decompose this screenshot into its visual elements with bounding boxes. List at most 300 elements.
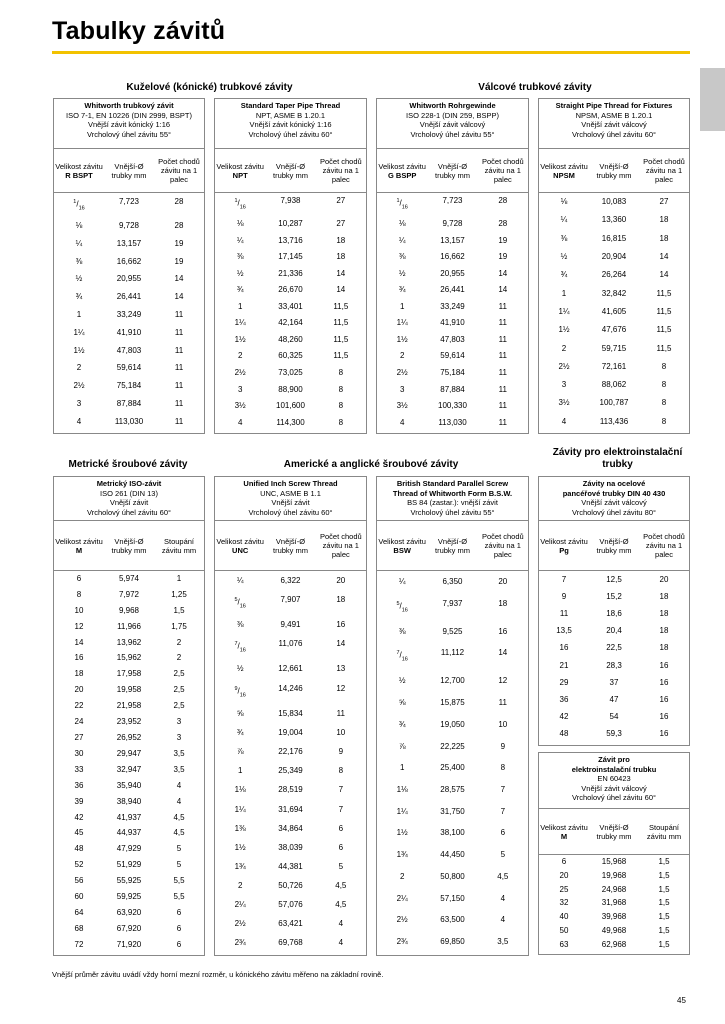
table-cell: 6,350: [442, 576, 463, 586]
column-headers: [54, 149, 204, 193]
table-cell: 28,3: [606, 660, 622, 670]
table-cell: 63,421: [278, 919, 303, 929]
table-cell: 4: [176, 796, 182, 806]
table-row: [377, 872, 528, 882]
table-cell: 45: [74, 828, 84, 838]
table-row: [54, 310, 204, 320]
table-row: [54, 292, 204, 302]
table-row: [215, 285, 366, 295]
column-header: [589, 809, 639, 854]
column-header: [589, 521, 639, 570]
table-cell: 12: [498, 676, 508, 686]
table-body: [539, 855, 689, 954]
table-header-line: Vrcholový úhel závitu 60°: [571, 129, 657, 139]
table-row: [215, 219, 366, 229]
table-cell: 4,5: [335, 900, 347, 910]
table-cell: 34,864: [278, 823, 303, 833]
table-row: [539, 289, 689, 299]
table-cell: 21,336: [278, 268, 303, 278]
table-cell: 16: [559, 643, 569, 653]
table-cell: 9,491: [280, 620, 301, 630]
table-cell: 59,925: [116, 892, 142, 902]
table-cell: 52: [74, 860, 84, 870]
table-cell: 22,225: [440, 741, 465, 751]
table-cell: 16,815: [601, 233, 627, 243]
table-cell: ½: [236, 664, 244, 674]
table-cell: 8: [500, 763, 506, 773]
table-cell: ⅜: [398, 252, 406, 262]
table-cell: 1: [76, 310, 82, 320]
table-cell: 13,716: [278, 235, 303, 245]
table-cell: 63,500: [440, 915, 465, 925]
table-cell: 26,441: [116, 292, 142, 302]
table-cell: 1: [237, 766, 243, 776]
table-cell: 18,6: [606, 608, 622, 618]
table-row: [215, 401, 366, 411]
table-cell: 3: [176, 717, 182, 727]
table-cell: ⅛: [236, 219, 244, 229]
table-cell: 1¾: [234, 861, 246, 871]
table-row: [377, 577, 528, 587]
table-cell: 28: [498, 196, 508, 206]
table-cell: 47,929: [116, 844, 142, 854]
table-cell: 13,360: [601, 215, 627, 225]
table-body: [377, 571, 528, 955]
table-cell: 18: [659, 608, 669, 618]
table-cell: 18: [659, 591, 669, 601]
table-header: [377, 477, 528, 521]
table-row: [215, 684, 366, 700]
table-cell: 15,962: [116, 653, 142, 663]
table-cell: 31,694: [278, 804, 303, 814]
table-row: [377, 742, 528, 752]
column-header-text: Velikost závitu: [216, 536, 264, 546]
column-header: [539, 149, 589, 192]
table-cell: 75,184: [440, 367, 465, 377]
table-row: [377, 698, 528, 708]
column-header-unit: M: [560, 831, 568, 841]
table-cell: 19,004: [278, 728, 303, 738]
table-row: [539, 270, 689, 280]
table-cell: 31,750: [440, 806, 465, 816]
table-row: [215, 595, 366, 611]
column-header: [639, 809, 689, 854]
table-cell: 114,300: [276, 417, 305, 427]
table-cell: 1½: [73, 345, 85, 355]
table-row: [54, 733, 204, 743]
table-header-line: ISO 261 (DIN 13): [100, 488, 158, 498]
table-cell: 11: [498, 417, 507, 427]
table-cell: 1: [399, 301, 405, 311]
table-cell: 18: [336, 252, 346, 262]
table-header-line: Vrcholový úhel závitu 60°: [248, 507, 333, 517]
table-cell: 8: [338, 367, 344, 377]
column-header: [478, 149, 528, 192]
column-header-text: Vnější-Ø trubky mm: [111, 161, 147, 180]
table-cell: 10: [336, 728, 346, 738]
table-cell: 2: [76, 363, 82, 373]
table-cell: 8: [661, 398, 667, 408]
table-header-line: Vnější závit válcový: [581, 783, 647, 793]
table-cell: 20,4: [606, 626, 622, 636]
table-cell: 40: [559, 912, 569, 922]
table-cell: 10: [74, 605, 84, 615]
table-cell: ¾: [236, 285, 244, 295]
column-header-unit: M: [75, 545, 83, 555]
column-header-text: Počet chodů závitu na 1 palec: [643, 532, 685, 559]
table-cell: 20: [74, 685, 84, 695]
table-row: [54, 813, 204, 823]
table-cell: 88,900: [278, 384, 303, 394]
table-row: [377, 807, 528, 817]
table-cell: 19,968: [601, 870, 627, 880]
table-cell: 11,112: [440, 648, 465, 658]
section-title-elektro: Závity pro elektroinstalační trubky: [552, 447, 683, 470]
table-row: [539, 215, 689, 225]
table-cell: 7,723: [118, 196, 140, 206]
table-cell: 69,768: [278, 938, 303, 948]
table-cell: 42,164: [278, 318, 303, 328]
table-cell: 3: [237, 384, 243, 394]
table-cell: ¼: [398, 576, 406, 586]
table-cell: 44,450: [440, 850, 465, 860]
column-header-text: Vnější-Ø trubky mm: [434, 536, 470, 555]
table-cell: 2½: [73, 381, 85, 391]
column-header-unit: R BSPT: [65, 170, 93, 180]
table-row: [54, 669, 204, 679]
table-row: [215, 881, 366, 891]
table-cell: 18: [336, 594, 346, 604]
table-cell: $^1/_{16}$: [73, 198, 85, 212]
table-cell: 17,145: [278, 252, 303, 262]
table-row: [377, 285, 528, 295]
table-cell: 4: [500, 915, 506, 925]
table-cell: 1,5: [173, 605, 185, 615]
table-cell: 87,884: [440, 384, 465, 394]
table-cell: 4: [561, 416, 567, 426]
table-cell: 4: [176, 780, 182, 790]
table-row: [54, 844, 204, 854]
table-row: [539, 417, 689, 427]
table-cell: 26,952: [116, 733, 142, 743]
table-cell: 9,968: [118, 605, 140, 615]
table-row: [54, 363, 204, 373]
table-cell: 41,605: [601, 306, 627, 316]
table-cell: 20: [498, 576, 508, 586]
table-row: [377, 385, 528, 395]
table-cell: 59,614: [440, 351, 465, 361]
column-header-text: Velikost závitu: [540, 536, 588, 546]
table-row: [539, 857, 689, 867]
table-cell: 38,940: [116, 796, 142, 806]
table-cell: 9,728: [118, 220, 140, 230]
table-row: [54, 828, 204, 838]
table-cell: 11: [174, 310, 184, 320]
table-row: [539, 912, 689, 922]
table-cell: 2½: [234, 367, 246, 377]
table-header-line: Thread of Whitworth Form B.S.W.: [392, 488, 513, 498]
table-row: [215, 196, 366, 212]
column-header: [104, 521, 154, 570]
table-cell: 27: [659, 197, 669, 207]
table-row: [54, 274, 204, 284]
table-cell: ½: [560, 252, 568, 262]
table-row: [539, 575, 689, 585]
table-row: [215, 824, 366, 834]
table-cell: 14: [336, 268, 346, 278]
column-header: [154, 149, 204, 192]
table-cell: 18: [498, 598, 508, 608]
table-cell: 7: [561, 574, 567, 584]
table-cell: 7: [338, 785, 344, 795]
table-cell: 1,5: [658, 884, 670, 894]
table-cell: ¾: [75, 292, 83, 302]
table-cell: 4,5: [497, 871, 509, 881]
table-header-line: NPT, ASME B 1.20.1: [255, 110, 326, 120]
table-cell: 113,030: [438, 417, 467, 427]
table-cell: 54: [609, 712, 619, 722]
table-cell: 10,083: [601, 197, 627, 207]
table-body: [215, 571, 366, 955]
table-cell: 1,5: [658, 912, 670, 922]
column-header: [215, 521, 265, 570]
table-cell: 1½: [234, 842, 246, 852]
table-cell: 8: [661, 361, 667, 371]
table-header-line: Vrcholový úhel závitu 60°: [86, 507, 172, 517]
column-header-text: Vnější-Ø trubky mm: [596, 822, 632, 841]
table-row: [377, 252, 528, 262]
table-row: [54, 924, 204, 934]
table-cell: 1¼: [73, 327, 85, 337]
table-header-line: Vrcholový úhel závitu 55°: [86, 129, 172, 139]
table-row: [215, 785, 366, 795]
table-cell: 7: [500, 806, 506, 816]
column-header-text: Velikost závitu: [216, 161, 264, 171]
table-row: [215, 900, 366, 910]
table-row: [54, 908, 204, 918]
table-cell: 11,5: [333, 351, 349, 361]
table-row: [377, 335, 528, 345]
table-cell: $^1/_{16}$: [396, 198, 408, 211]
table-header-line: Vrcholový úhel závitu 55°: [410, 507, 495, 517]
table-row: [539, 712, 689, 722]
table-cell: 2: [176, 653, 182, 663]
column-header-text: Počet chodů závitu na 1 palec: [158, 157, 200, 184]
table-cell: ⅞: [236, 747, 244, 757]
table-cell: 2,5: [173, 685, 185, 695]
table-row: [54, 765, 204, 775]
table-cell: 9,728: [442, 219, 463, 229]
column-header: [377, 521, 427, 570]
table-cell: 42: [559, 712, 569, 722]
table-cell: ¼: [560, 215, 568, 225]
column-header: [265, 149, 315, 192]
table-cell: ¾: [560, 270, 568, 280]
table-cell: 10,287: [278, 219, 303, 229]
table-cell: 33,249: [440, 301, 465, 311]
table-cell: 22,176: [278, 747, 303, 757]
table-cell: 27: [336, 196, 346, 206]
table-row: [215, 709, 366, 719]
table-cell: 47,676: [601, 325, 627, 335]
column-header-text: Vnější-Ø trubky mm: [272, 161, 308, 180]
table-cell: 19: [174, 256, 184, 266]
table-row: [539, 609, 689, 619]
table-row: [539, 252, 689, 262]
table-cell: 3: [561, 380, 567, 390]
table-cell: 1,5: [658, 926, 670, 936]
table-npt: [214, 98, 367, 434]
table-cell: 60,325: [278, 351, 303, 361]
column-header-text: Vnější-Ø trubky mm: [596, 536, 632, 555]
table-cell: 48: [559, 729, 569, 739]
table-cell: 33,249: [116, 310, 142, 320]
column-header: [478, 521, 528, 570]
table-cell: 11: [174, 416, 184, 426]
table-cell: 11: [498, 367, 507, 377]
table-cell: 4: [399, 417, 405, 427]
table-cell: 7,907: [280, 594, 301, 604]
table-cell: 14: [659, 252, 669, 262]
table-cell: 1½: [234, 334, 246, 344]
table-header-line: Metrický ISO-závit: [96, 479, 162, 488]
table-cell: 26,441: [440, 285, 465, 295]
table-cell: ⅜: [398, 626, 406, 636]
table-cell: 41,910: [440, 318, 465, 328]
table-row: [215, 269, 366, 279]
table-cell: 2: [399, 351, 405, 361]
table-pg: [538, 476, 690, 746]
table-cell: 19: [498, 235, 508, 245]
table-cell: 3: [176, 733, 182, 743]
table-cell: 11: [498, 318, 507, 328]
table-cell: 15,834: [278, 708, 303, 718]
table-row: [54, 221, 204, 231]
table-row: [54, 328, 204, 338]
table-cell: ⅜: [75, 256, 83, 266]
column-header-unit: BSW: [393, 545, 411, 555]
table-cell: 20: [559, 870, 569, 880]
table-cell: $^9/_{16}$: [234, 685, 246, 698]
table-header-line: Vrcholový úhel závitu 80°: [571, 507, 657, 517]
table-cell: 11,5: [656, 288, 672, 298]
table-cell: 21: [559, 660, 569, 670]
table-cell: 11: [498, 334, 507, 344]
column-header: [54, 149, 104, 192]
table-cell: 1: [399, 763, 405, 773]
table-cell: 1,75: [171, 621, 187, 631]
table-row: [377, 785, 528, 795]
table-header-line: elektroinstalační trubku: [571, 764, 657, 774]
table-row: [54, 860, 204, 870]
table-cell: 13: [336, 664, 346, 674]
table-cell: 18: [659, 233, 669, 243]
table-cell: 1: [176, 573, 182, 583]
table-header-line: Vnější závit válcový: [581, 498, 647, 508]
table-row: [54, 876, 204, 886]
table-cell: ¾: [398, 285, 406, 295]
table-row: [54, 606, 204, 616]
column-header-unit: Pg: [559, 545, 569, 555]
table-row: [539, 885, 689, 895]
table-cell: 14: [498, 648, 508, 658]
table-cell: 12,700: [440, 676, 465, 686]
table-cell: $^5/_{16}$: [396, 600, 408, 613]
table-cell: ½: [398, 676, 406, 686]
table-cell: 11: [174, 363, 184, 373]
table-cell: 3½: [234, 401, 246, 411]
table-cell: 28: [174, 196, 184, 206]
table-row: [54, 197, 204, 213]
table-cell: 12: [74, 621, 84, 631]
table-cell: 3: [399, 384, 405, 394]
table-body: [539, 571, 689, 745]
table-cell: 16: [659, 677, 669, 687]
column-header: [316, 521, 366, 570]
table-cell: 9: [500, 741, 506, 751]
table-cell: 39,968: [601, 912, 627, 922]
table-cell: 11: [336, 708, 345, 718]
table-row: [54, 685, 204, 695]
table-cell: 3,5: [173, 764, 185, 774]
table-cell: 57,150: [440, 893, 465, 903]
table-cell: 26,670: [278, 285, 303, 295]
table-cell: 16: [74, 653, 84, 663]
table-cell: 88,062: [601, 380, 627, 390]
table-cell: ¾: [398, 719, 406, 729]
table-cell: 14: [498, 268, 508, 278]
table-cell: 32,842: [601, 288, 627, 298]
table-cell: 19,050: [440, 719, 465, 729]
column-header-text: Počet chodů závitu na 1 palec: [643, 157, 685, 184]
table-row: [215, 318, 366, 328]
section-title-kuzelove: Kuželové (kónické) trubkové závity: [126, 82, 293, 93]
table-body: [54, 571, 204, 955]
table-body: [215, 193, 366, 433]
table-cell: 35,940: [116, 780, 142, 790]
table-cell: 20,904: [601, 252, 627, 262]
table-cell: 44,937: [116, 828, 142, 838]
table-cell: 9,525: [442, 626, 463, 636]
column-header: [639, 521, 689, 570]
table-cell: 19: [174, 238, 184, 248]
table-cell: 29: [559, 677, 569, 687]
table-cell: 10: [498, 719, 508, 729]
table-cell: 1¾: [396, 850, 408, 860]
table-cell: 25,349: [278, 766, 303, 776]
table-cell: 16,662: [440, 252, 465, 262]
table-header: [54, 99, 204, 149]
table-row: [377, 599, 528, 615]
table-cell: 28: [174, 220, 184, 230]
table-cell: 24: [74, 717, 84, 727]
table-row: [215, 236, 366, 246]
table-cell: 6: [76, 573, 82, 583]
table-cell: 16: [659, 712, 669, 722]
table-cell: ⅝: [236, 708, 244, 718]
table-cell: 11: [498, 301, 507, 311]
table-cell: 1¼: [234, 804, 246, 814]
table-row: [539, 234, 689, 244]
column-header-text: Velikost závitu: [378, 536, 426, 546]
table-cell: 1⅛: [396, 784, 408, 794]
table-cell: 47,803: [440, 334, 465, 344]
table-row: [54, 638, 204, 648]
table-cell: ⅜: [560, 233, 568, 243]
column-headers: [377, 521, 528, 571]
table-row: [377, 318, 528, 328]
table-row: [54, 574, 204, 584]
